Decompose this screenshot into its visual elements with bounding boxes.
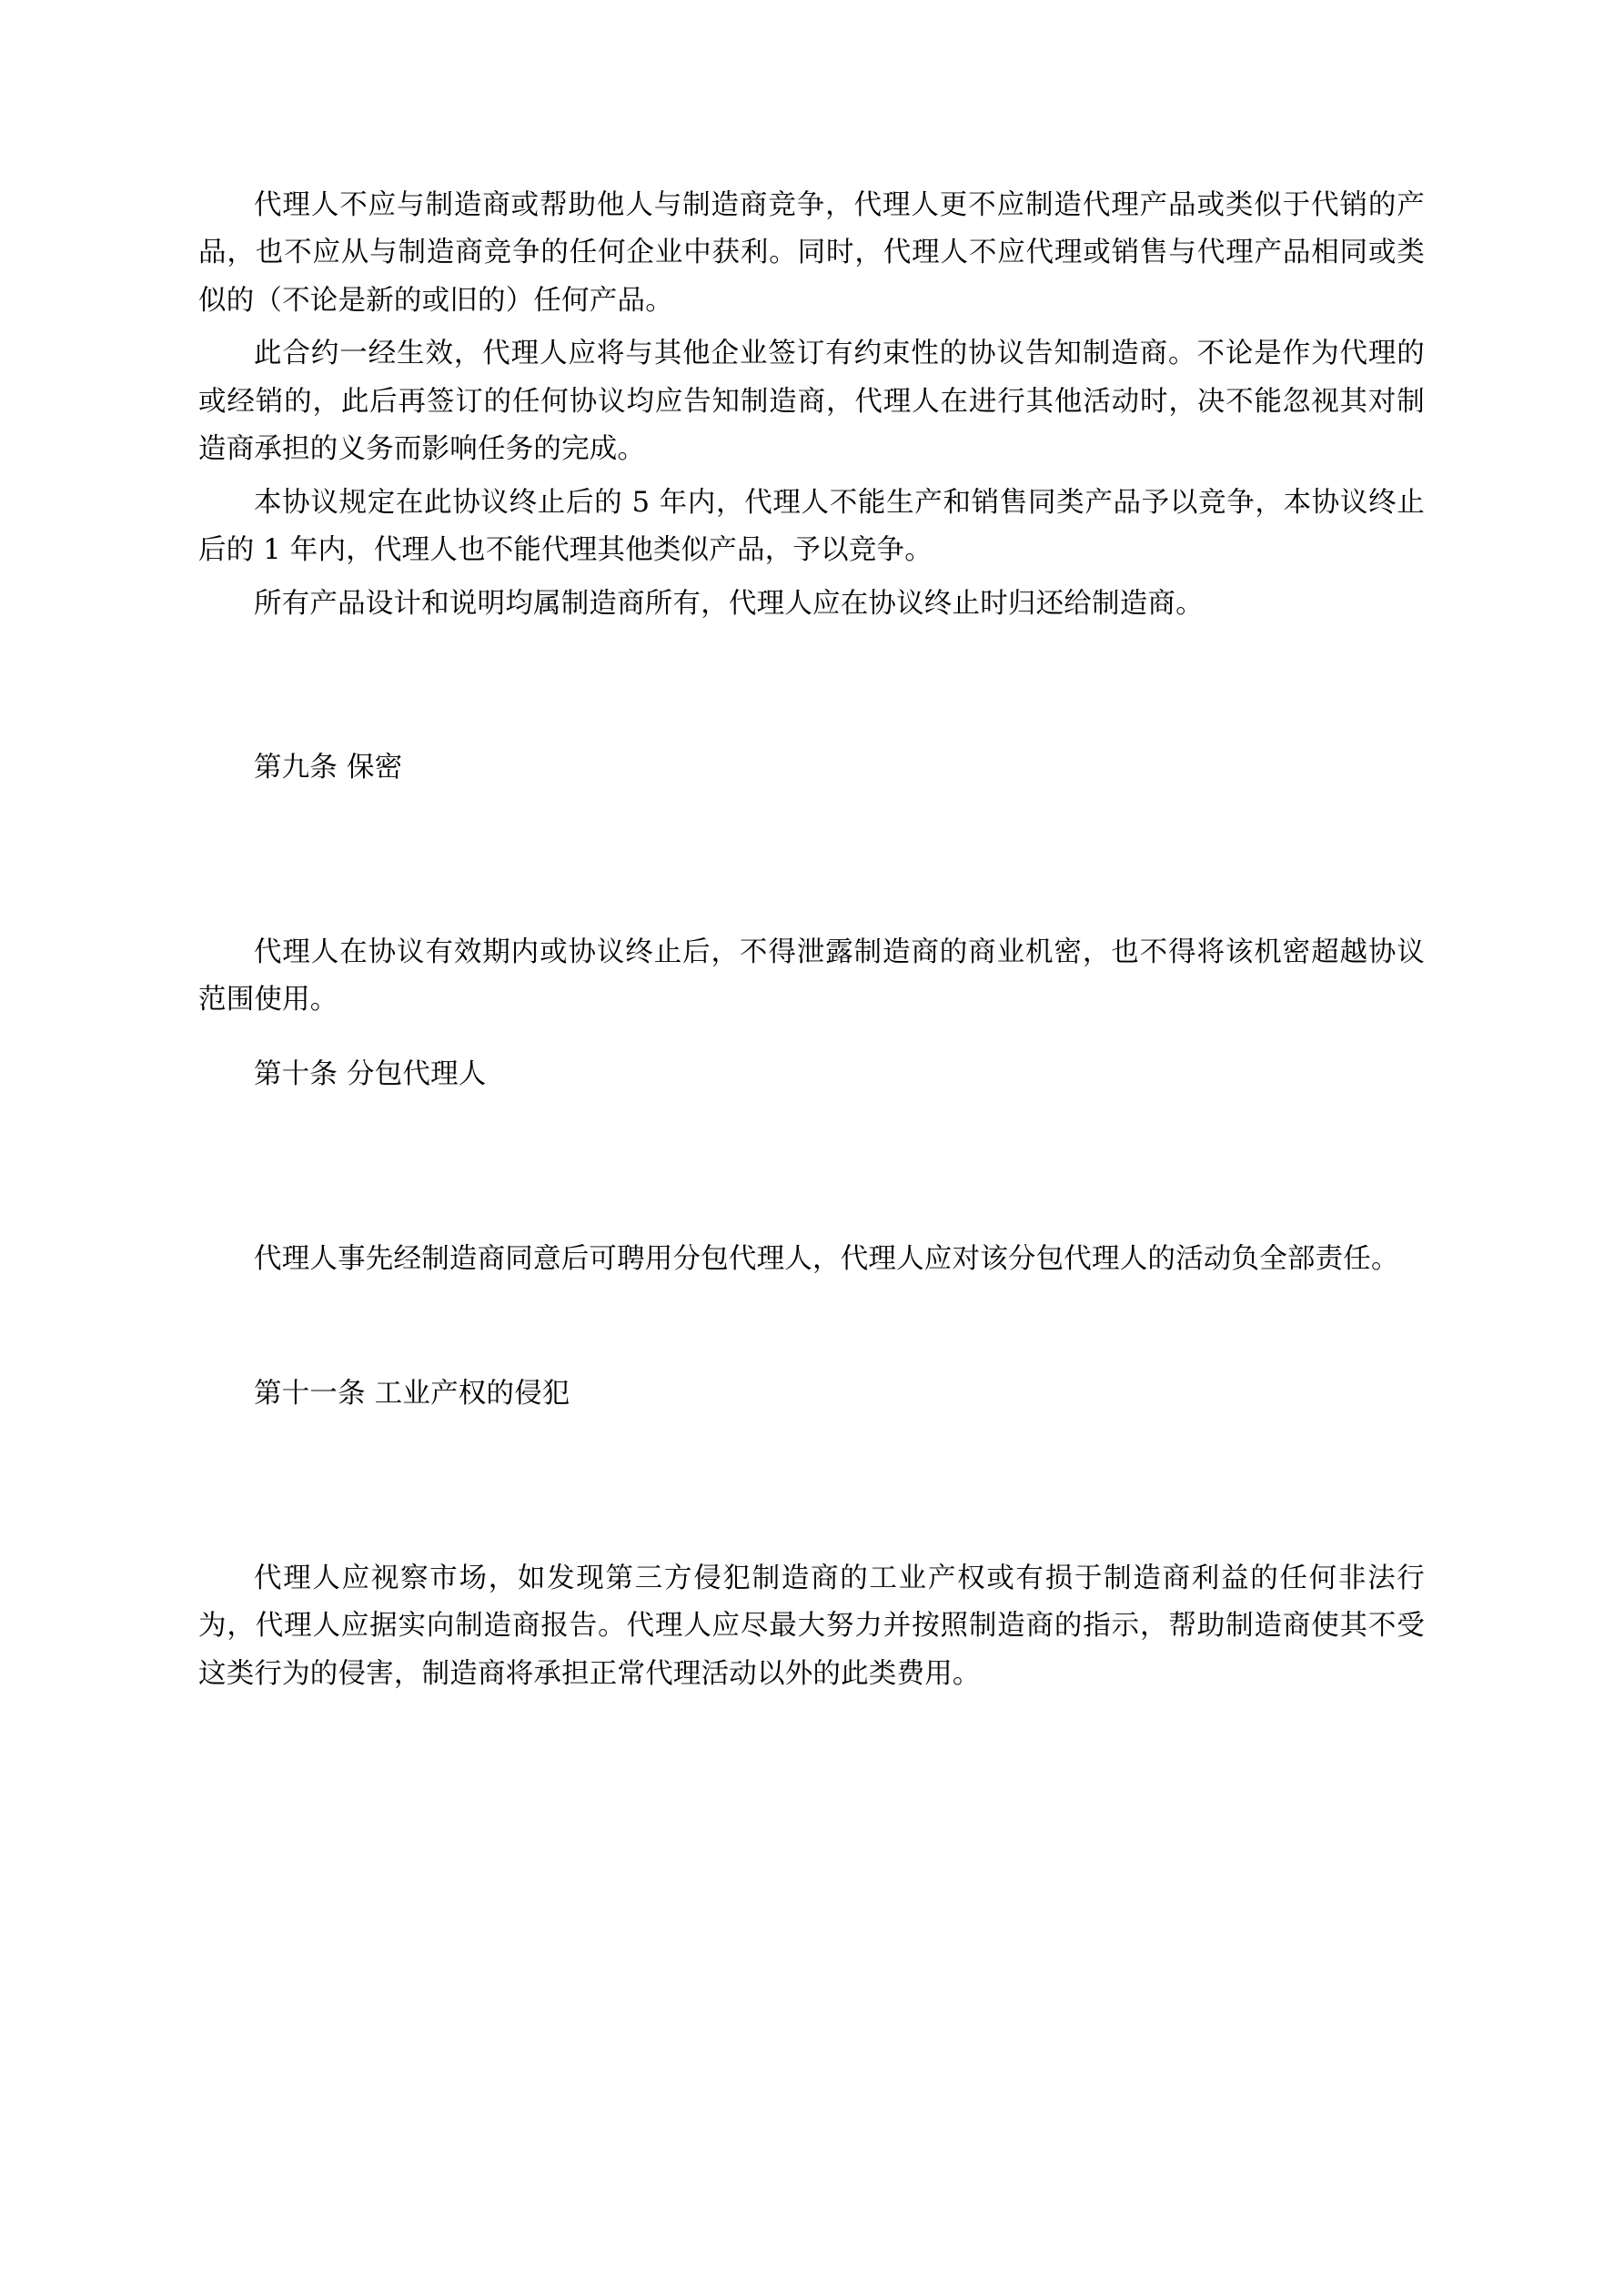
spacer — [198, 628, 1425, 744]
paragraph-design-return: 所有产品设计和说明均属制造商所有，代理人应在协议终止时归还给制造商。 — [254, 587, 1204, 620]
paragraph-confidentiality: 代理人在协议有效期内或协议终止后，不得泄露制造商的商业机密，也不得将该机密超越协议范围使用。 — [198, 936, 1425, 1016]
paragraph-subagent: 代理人事先经制造商同意后可聘用分包代理人，代理人应对该分包代理人的活动负全部责任。 — [254, 1242, 1399, 1275]
document-body — [198, 182, 1425, 1698]
spacer — [198, 1099, 1425, 1236]
paragraph-noncompete: 代理人不应与制造商或帮助他人与制造商竞争，代理人更不应制造代理产品或类似于代销的产品，也不应从与制造商竞争的任何企业中获利。同时，代理人不应代理或销售与代理产品相同或类似的（不论是新的或旧的）任何产品。 — [198, 189, 1425, 317]
heading-article-nine: 第九条 保密 — [254, 752, 403, 784]
spacer — [198, 1419, 1425, 1555]
heading-article-eleven: 第十一条 工业产权的侵犯 — [254, 1378, 570, 1411]
heading-article-ten: 第十条 分包代理人 — [254, 1058, 487, 1091]
spacer — [198, 793, 1425, 929]
spacer — [198, 1024, 1425, 1051]
paragraph-disclosure: 此合约一经生效，代理人应将与其他企业签订有约束性的协议告知制造商。不论是作为代理的或经销的，此后再签订的任何协议均应告知制造商，代理人在进行其他活动时，决不能忽视其对制造商承担的义务而影响任务的完成。 — [198, 338, 1425, 466]
spacer — [198, 1283, 1425, 1371]
paragraph-ip-infringement: 代理人应视察市场，如发现第三方侵犯制造商的工业产权或有损于制造商利益的任何非法行为，代理人应据实向制造商报告。代理人应尽最大努力并按照制造商的指示，帮助制造商使其不受这类行为的侵害，制造商将承担正常代理活动以外的此类费用。 — [198, 1562, 1425, 1690]
paragraph-term-restriction: 本协议规定在此协议终止后的 5 年内，代理人不能生产和销售同类产品予以竞争，本协议终止后的 1 年内，代理人也不能代理其他类似产品，予以竞争。 — [198, 486, 1425, 567]
